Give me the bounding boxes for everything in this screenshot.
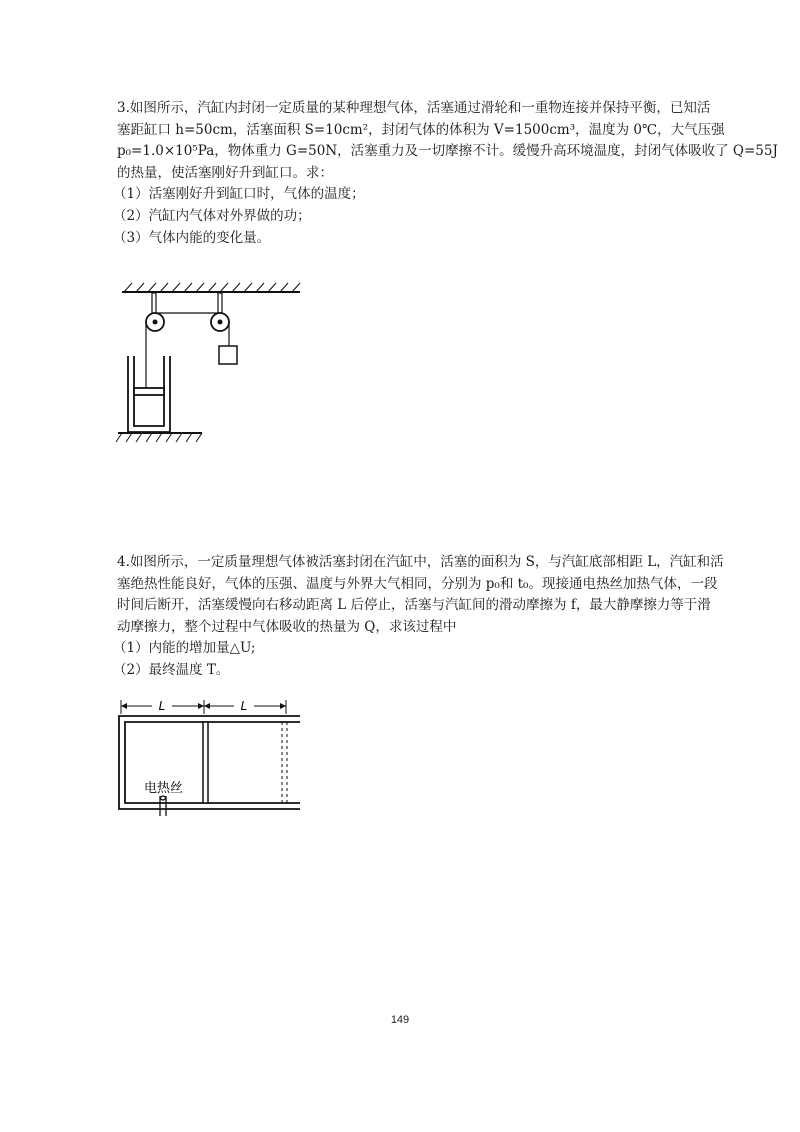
problem-4-question-1: （1）内能的增加量△U;: [113, 640, 256, 656]
problem-3-line: p₀=1.0×10⁵Pa，物体重力 G=50N，活塞重力及一切摩擦不计。缓慢升高环境温度，封闭气体吸收了 Q=55J: [117, 143, 778, 159]
problem-4-line: 4.如图所示，一定质量理想气体被活塞封闭在汽缸中，活塞的面积为 S，与汽缸底部相距 L，汽缸和活: [117, 554, 724, 570]
hanging-weight: [219, 346, 237, 364]
piston: [203, 722, 208, 803]
problem-3-statement: [117, 98, 778, 184]
pulley-left-axle: [153, 320, 158, 325]
problem-3-question-3: （3）气体内能的变化量。: [113, 230, 271, 246]
problem-4-line: 动摩擦力，整个过程中气体吸收的热量为 Q，求该过程中: [117, 618, 457, 635]
problem-4-question-2: （2）最终温度 T。: [113, 662, 230, 678]
problem-3-line: 塞距缸口 h=50cm，活塞面积 S=10cm²，封闭气体的体积为 V=1500cm³，温度为 0℃，大气压强: [117, 121, 725, 138]
pulley-right-axle: [218, 320, 223, 325]
problem-3-question-1: （1）活塞刚好升到缸口时，气体的温度；: [113, 186, 365, 202]
dim-label-1: L: [158, 699, 166, 713]
problem-4-statement: [117, 552, 724, 638]
problem-4-figure: [116, 696, 316, 826]
pulley-support-right: [218, 293, 222, 313]
dim-label-2: L: [240, 699, 248, 713]
problem-3-line: 的热量，使活塞刚好升到缸口。求：: [117, 164, 333, 181]
problem-3-question-2: （2）汽缸内气体对外界做的功；: [113, 208, 311, 224]
problem-3-line: 3.如图所示，汽缸内封闭一定质量的某种理想气体，活塞通过滑轮和一重物连接并保持平衡，已知活: [117, 100, 711, 116]
piston: [134, 388, 164, 395]
pulley-support-left: [152, 293, 156, 313]
heater-label: 电热丝: [144, 781, 184, 796]
ground-hatch: [116, 433, 202, 442]
problem-4-line: 塞绝热性能良好，气体的压强、温度与外界大气相同，分别为 p₀和 t₀。现接通电热丝加热气体，一段: [117, 575, 718, 592]
problem-3-figure: [110, 280, 310, 450]
page-number: 149: [390, 1014, 410, 1026]
problem-4-line: 时间后断开，活塞缓慢向右移动距离 L 后停止，活塞与汽缸间的滑动摩擦为 f，最大静摩擦力等于滑: [117, 597, 711, 613]
ceiling-hatch: [124, 283, 300, 292]
